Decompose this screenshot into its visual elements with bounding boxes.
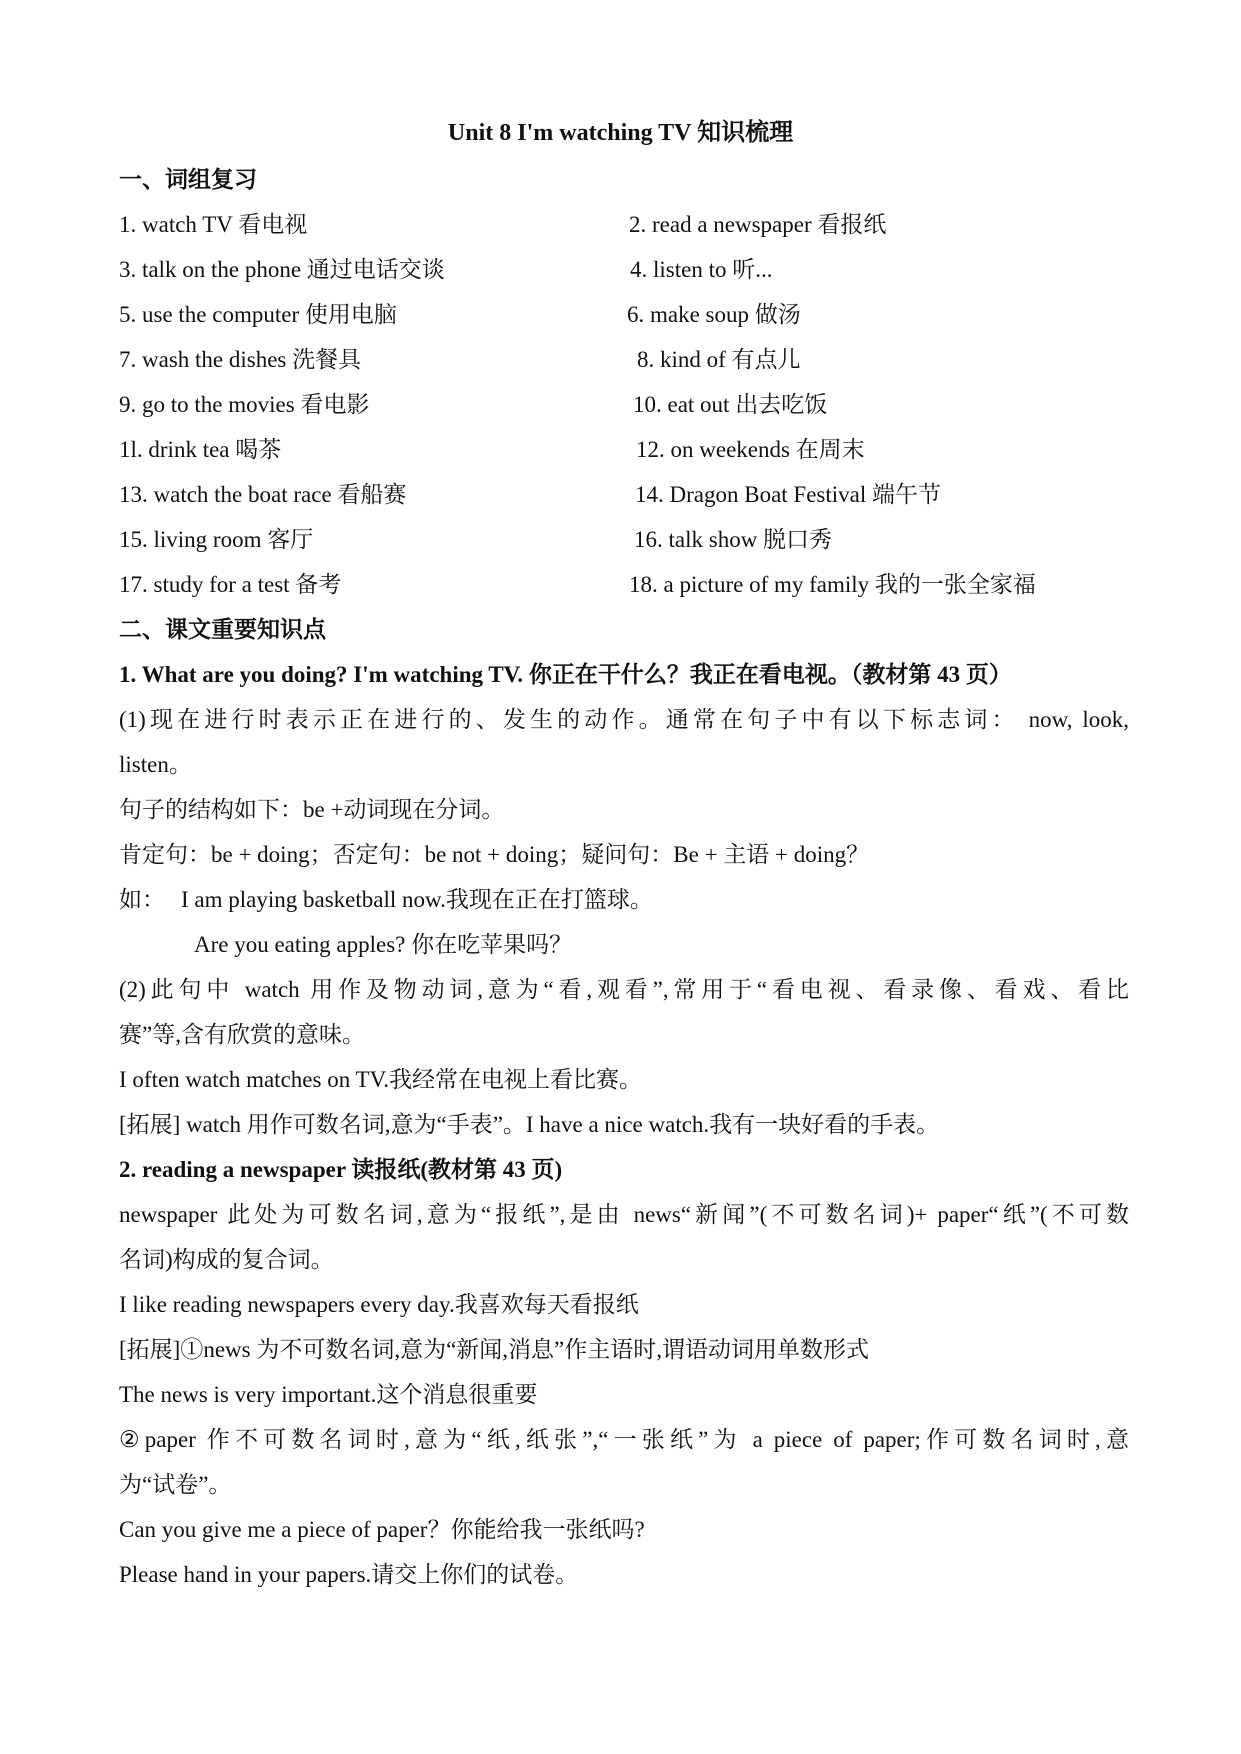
phrase-right: 12. on weekends 在周末 — [636, 437, 865, 462]
section1-heading: 一、词组复习 — [119, 167, 257, 192]
extension-text: 为“试卷”。 — [119, 1472, 232, 1497]
example-sentence: I like reading newspapers every day.我喜欢每天看报纸 — [119, 1292, 639, 1317]
example-sentence: Please hand in your papers.请交上你们的试卷。 — [119, 1562, 579, 1587]
phrase-row — [119, 254, 1129, 286]
phrase-row — [119, 389, 1129, 421]
phrase-right: 2. read a newspaper 看报纸 — [629, 212, 887, 237]
phrase-right: 10. eat out 出去吃饭 — [633, 392, 828, 417]
extension-text: [拓展] watch 用作可数名词,意为“手表”。I have a nice watch.我有一块好看的手表。 — [119, 1112, 940, 1137]
point2-heading: 2. reading a newspaper 读报纸(教材第 43 页) — [119, 1157, 563, 1182]
structure-text: 句子的结构如下：be +动词现在分词。 — [119, 797, 505, 822]
phrase-row — [119, 299, 1129, 331]
point2-paragraph-line: newspaper 此处为可数名词,意为“报纸”,是由 news“新闻”(不可数名词)+ paper“纸”(不可数 — [119, 1202, 1129, 1227]
phrase-left: 7. wash the dishes 洗餐具 — [119, 347, 362, 372]
phrase-left: 15. living room 客厅 — [119, 527, 314, 552]
phrase-row — [119, 434, 1129, 466]
phrase-row — [119, 209, 1129, 241]
example-sentence: The news is very important.这个消息很重要 — [119, 1382, 538, 1407]
forms-text: 肯定句：be + doing；否定句：be not + doing；疑问句：Be + 主语 + doing？ — [119, 842, 870, 867]
phrase-left: 17. study for a test 备考 — [119, 572, 342, 597]
point2-paragraph-line: 名词)构成的复合词。 — [119, 1247, 334, 1272]
phrase-right: 8. kind of 有点儿 — [637, 347, 801, 372]
phrase-left: 5. use the computer 使用电脑 — [119, 302, 397, 327]
phrase-right: 4. listen to 听... — [630, 257, 773, 282]
extension-text: [拓展]①news 为不可数名词,意为“新闻,消息”作主语时,谓语动词用单数形式 — [119, 1337, 870, 1362]
point1-paragraph-line: (1)现在进行时表示正在进行的、发生的动作。通常在句子中有以下标志词： now, look, — [119, 707, 1129, 732]
example-label: 如： — [119, 887, 165, 912]
point1-paragraph-line: (2)此句中 watch 用作及物动词,意为“看,观看”,常用于“看电视、看录像、看戏、看比 — [119, 977, 1129, 1002]
point1-paragraph-line: 赛”等,含有欣赏的意味。 — [119, 1022, 365, 1047]
phrase-left: 13. watch the boat race 看船赛 — [119, 482, 407, 507]
example-line — [119, 884, 1129, 916]
extension-text: ②paper 作不可数名词时,意为“纸,纸张”,“一张纸”为 a piece of paper;作可数名词时,意 — [119, 1427, 1129, 1452]
phrase-row — [119, 524, 1129, 556]
phrase-row — [119, 479, 1129, 511]
example-sentence: Are you eating apples? 你在吃苹果吗？ — [194, 932, 573, 957]
phrase-right: 16. talk show 脱口秀 — [634, 527, 833, 552]
example-sentence: Can you give me a piece of paper？你能给我一张纸吗? — [119, 1517, 645, 1542]
phrase-left: 1. watch TV 看电视 — [119, 212, 308, 237]
page-title: Unit 8 I'm watching TV 知识梳理 — [447, 120, 794, 146]
phrase-left: 9. go to the movies 看电影 — [119, 392, 370, 417]
phrase-row — [119, 344, 1129, 376]
point1-paragraph-line: listen。 — [119, 752, 192, 777]
example-sentence: I am playing basketball now.我现在正在打篮球。 — [181, 887, 653, 912]
section2-heading: 二、课文重要知识点 — [119, 617, 326, 642]
phrase-left: 3. talk on the phone 通过电话交谈 — [119, 257, 445, 282]
phrase-left: 1l. drink tea 喝茶 — [119, 437, 282, 462]
example-sentence: I often watch matches on TV.我经常在电视上看比赛。 — [119, 1067, 642, 1092]
phrase-row — [119, 569, 1129, 601]
phrase-right: 18. a picture of my family 我的一张全家福 — [629, 572, 1036, 597]
phrase-right: 14. Dragon Boat Festival 端午节 — [635, 482, 941, 507]
point1-heading: 1. What are you doing? I'm watching TV. 你正在干什么？我正在看电视。（教材第 43 页） — [119, 662, 1012, 687]
phrase-right: 6. make soup 做汤 — [627, 302, 801, 327]
